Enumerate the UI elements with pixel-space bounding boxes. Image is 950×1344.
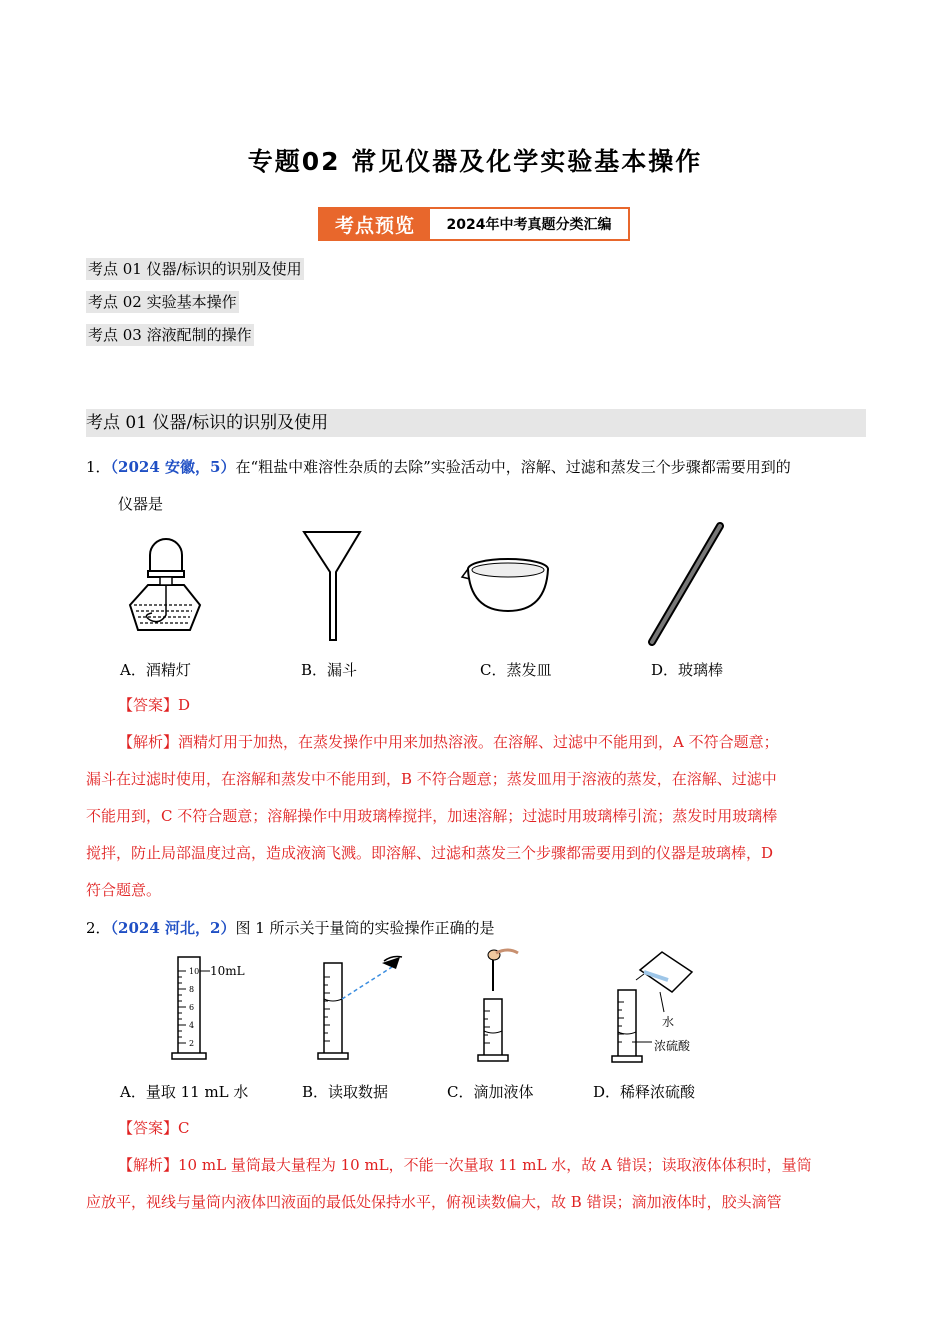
toc-item-03[interactable]: 考点 03 溶液配制的操作 <box>88 326 252 344</box>
q1-analysis-line1 <box>118 724 868 761</box>
q1-analysis-line3: 不能用到，C 不符合题意；溶解操作中用玻璃棒搅拌，加速溶解；过滤时用玻璃棒引流；蒸发时用玻璃棒 <box>86 807 778 825</box>
q1-stem <box>86 449 868 486</box>
q1-answer <box>118 687 900 724</box>
q1-option-c[interactable]: C．蒸发皿 <box>480 661 552 679</box>
q1-answer-value: D <box>178 696 191 714</box>
funnel-figure <box>302 530 362 642</box>
preview-banner <box>318 207 630 241</box>
toc-item-01[interactable]: 考点 01 仪器/标识的识别及使用 <box>88 260 302 278</box>
cyl-a-tick-10: 10 <box>189 967 200 976</box>
q2-stem-text: 图 1 所示关于量筒的实验操作正确的是 <box>235 919 495 937</box>
q2-analysis-text1: 10 mL 量筒最大量程为 10 mL，不能一次量取 11 mL 水，故 A 错误；读取液体体积时，量筒 <box>178 1156 812 1174</box>
q1-number: 1． <box>86 458 111 476</box>
glass-rod-figure <box>644 522 728 648</box>
cyl-a-tick-6: 6 <box>189 1003 195 1012</box>
fig-water-label: 水 <box>662 1015 675 1029</box>
q2-answer-label: 【答案】 <box>118 1119 179 1137</box>
q1-analysis-text1: 酒精灯用于加热，在蒸发操作中用来加热溶液。在溶解、过滤中不能用到，A 不符合题意； <box>178 733 779 751</box>
q1-source: （2024 安徽，5） <box>110 458 236 476</box>
q2-option-d[interactable]: D．稀释浓硫酸 <box>593 1083 696 1101</box>
q1-option-b[interactable]: B．漏斗 <box>301 661 358 679</box>
q1-stem-line2: 仪器是 <box>118 495 164 513</box>
q2-analysis-label: 【解析】 <box>118 1156 179 1174</box>
banner-tag: 考点预览 <box>320 209 430 239</box>
q2-analysis-line2: 应放平，视线与量筒内液体凹液面的最低处保持水平，俯视读数偏大，故 B 错误；滴加液体时，胶头滴管 <box>86 1193 782 1211</box>
q2-source: （2024 河北，2） <box>110 919 236 937</box>
cyl-a-capacity-label: 10mL <box>210 964 245 978</box>
page-title: 专题02 常见仪器及化学实验基本操作 <box>247 147 703 176</box>
q1-analysis-line2: 漏斗在过滤时使用，在溶解和蒸发中不能用到，B 不符合题意；蒸发皿用于溶液的蒸发，在溶解、过滤中 <box>86 770 777 788</box>
section-heading: 考点 01 仪器/标识的识别及使用 <box>86 409 866 437</box>
fig-acid-label: 浓硫酸 <box>654 1039 691 1053</box>
q1-analysis-line4: 搅拌，防止局部温度过高，造成液滴飞溅。即溶解、过滤和蒸发三个步骤都需要用到的仪器是玻璃棒，D <box>86 844 774 862</box>
q1-analysis-line5: 符合题意。 <box>86 881 162 899</box>
toc-item-02[interactable]: 考点 02 实验基本操作 <box>88 293 237 311</box>
cyl-a-tick-8: 8 <box>189 985 195 994</box>
q2-option-a[interactable]: A．量取 11 mL 水 <box>120 1083 249 1101</box>
q1-answer-label: 【答案】 <box>118 696 179 714</box>
evaporating-dish-figure <box>462 555 550 615</box>
cylinder-b-figure <box>318 953 428 1065</box>
q2-answer-value: C <box>178 1119 190 1137</box>
q2-analysis-line1 <box>118 1147 868 1184</box>
q1-option-d[interactable]: D．玻璃棒 <box>651 661 724 679</box>
q1-stem-line1: 在“粗盐中难溶性杂质的去除”实验活动中，溶解、过滤和蒸发三个步骤都需要用到的 <box>235 458 791 476</box>
q2-stem <box>86 910 868 947</box>
q2-option-c[interactable]: C．滴加液体 <box>447 1083 534 1101</box>
cylinder-a-figure <box>168 953 258 1063</box>
q1-option-a[interactable]: A．酒精灯 <box>120 661 191 679</box>
q2-number: 2． <box>86 919 111 937</box>
q2-option-b[interactable]: B．读取数据 <box>302 1083 389 1101</box>
q2-answer <box>118 1110 900 1147</box>
cylinder-d-figure <box>612 950 722 1068</box>
alcohol-lamp-figure <box>120 535 200 635</box>
q1-analysis-label: 【解析】 <box>118 733 179 751</box>
banner-subtitle: 2024年中考真题分类汇编 <box>446 217 612 233</box>
cyl-a-tick-2: 2 <box>189 1039 195 1048</box>
cylinder-c-figure <box>478 947 528 1069</box>
cyl-a-tick-4: 4 <box>189 1021 195 1030</box>
